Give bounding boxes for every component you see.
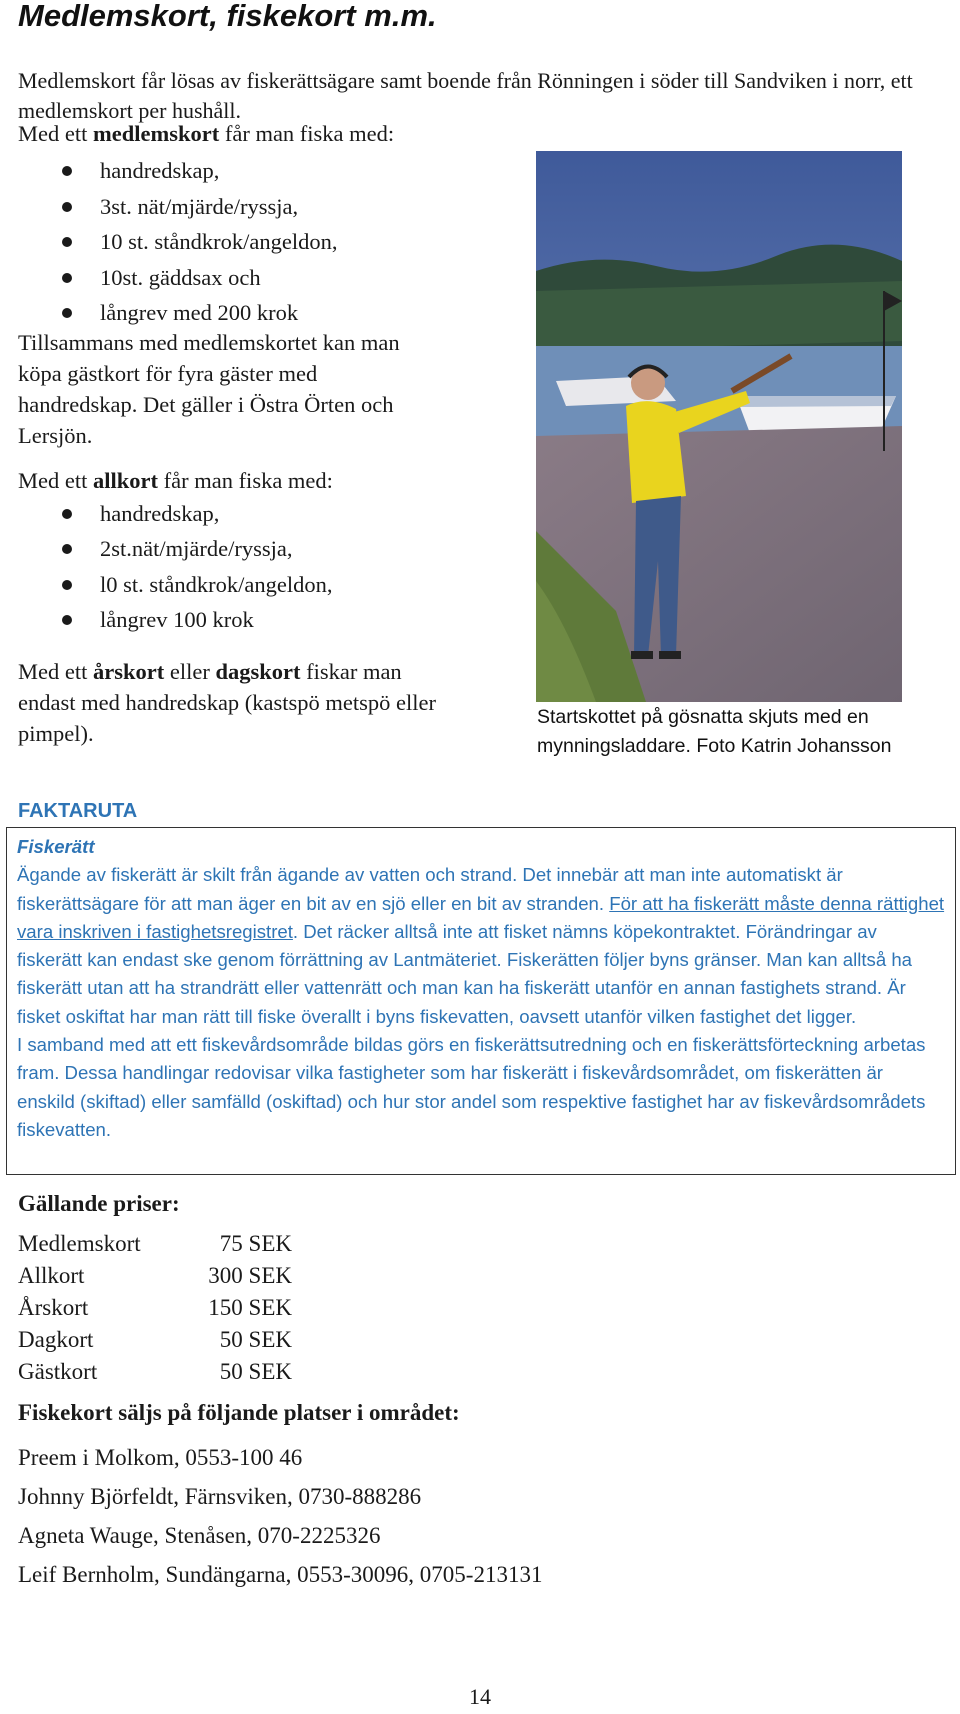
bullet-icon [62, 580, 72, 590]
page-title: Medlemskort, fiskekort m.m. [18, 0, 437, 33]
bullet-icon [62, 202, 72, 212]
list-item: l0 st. ståndkrok/angeldon, [18, 567, 448, 603]
prices-heading: Gällande priser: [18, 1191, 180, 1216]
price-row: Gästkort 50 SEK [18, 1359, 292, 1384]
page-number: 14 [469, 1684, 491, 1709]
bullet-icon [62, 237, 72, 247]
sales-place: Leif Bernholm, Sundängarna, 0553-30096, 0705-213131 [18, 1562, 543, 1587]
sales-place: Agneta Wauge, Stenåsen, 070-2225326 [18, 1523, 381, 1548]
bullet-icon [62, 166, 72, 176]
facts-box [6, 827, 956, 1175]
bullet-icon [62, 308, 72, 318]
price-list [18, 1228, 292, 1388]
guest-note: Tillsammans med medlemskortet kan man köpa gästkort för fyra gäster med handredskap. Det gäller i Östra Örten och Lersjön. [18, 329, 400, 448]
price-row: Dagkort 50 SEK [18, 1327, 292, 1352]
sales-heading: Fiskekort säljs på följande platser i området: [18, 1400, 460, 1425]
bullet-icon [62, 544, 72, 554]
list-item: handredskap, [18, 496, 448, 532]
allkort-lead: Med ett allkort får man fiska med: [18, 467, 333, 493]
member-lead: Med ett medlemskort får man fiska med: [18, 121, 395, 146]
list-item: 10 st. ståndkrok/angeldon, [18, 224, 418, 260]
yearday-block [18, 656, 448, 749]
member-block [18, 118, 418, 451]
list-item: 10st. gäddsax och [18, 260, 418, 296]
left-column [18, 118, 448, 763]
registry-link[interactable]: För att ha fiskerätt måste denna rättighet vara inskriven i fastighetsregistret [17, 892, 945, 942]
facts-paragraph-2: I samband med att ett fiskevårdsområde bildas görs en fiskerättsutredning och en fiskerättsförteckning arbetas fram. Dessa handlingar redovisar vilka fastigheter som har fiskerätt i fiskevårdsområdet, om fiskerätten är enskild (skiftad) eller samfälld (oskiftad) och hur stor andel som respektive fastighet har av fiskevårdsområdets fiskevatten. [17, 1034, 926, 1140]
price-row: Årskort 150 SEK [18, 1295, 292, 1320]
facts-heading: FAKTARUTA [18, 800, 138, 822]
sales-place: Preem i Molkom, 0553-100 46 [18, 1445, 303, 1470]
list-item: 2st.nät/mjärde/ryssja, [18, 531, 448, 567]
allkort-block [18, 465, 448, 638]
price-row: Allkort 300 SEK [18, 1263, 292, 1288]
list-item: 3st. nät/mjärde/ryssja, [18, 189, 418, 225]
list-item: handredskap, [18, 153, 418, 189]
photo-caption: Startskottet på gösnatta skjuts med en mynningsladdare. Foto Katrin Johansson [537, 706, 892, 757]
list-item: långrev med 200 krok [18, 295, 418, 331]
intro-paragraph: Medlemskort får lösas av fiskerättsägare samt boende från Rönningen i söder till Sandviken i norr, ett medlemskort per hushåll. [18, 68, 913, 123]
bullet-icon [62, 615, 72, 625]
bullet-icon [62, 509, 72, 519]
yearday-text: Med ett årskort eller dagskort fiskar man endast med handredskap (kastspö metspö eller pimpel). [18, 658, 437, 746]
allkort-list [18, 496, 448, 638]
member-list [18, 153, 418, 331]
sales-place: Johnny Björfeldt, Färnsviken, 0730-888286 [18, 1484, 422, 1509]
sales-list [18, 1438, 542, 1594]
price-row: Medlemskort 75 SEK [18, 1231, 292, 1256]
facts-subheading: Fiskerätt [17, 836, 95, 857]
photo-starting-shot [536, 151, 902, 702]
facts-paragraph-1: Ägande av fiskerätt är skilt från ägande av vatten och strand. Det innebär att man inte automatiskt är fiskerättsägare för att man äger en bit av en sjö eller en bit av stranden. För att ha fiskerätt måste denna rättighet vara inskriven i fastighetsregistret. Det räcker alltså inte att fisket nämns köpekontraktet. Förändringar av fiskerätt kan endast ske genom förrättning av Lantmäteriet. Fiskerätten följer byns gränser. Man kan alltså ha fiskerätt utan att ha strandrätt eller vattenrätt och man kan ha fiskerätt utanför en annan fastighets strand. Är fisket oskiftat har man rätt till fiske överallt i byns fiskevatten, oavsett utanför vilken fastighet det ligger. [17, 864, 945, 1027]
bullet-icon [62, 273, 72, 283]
list-item: långrev 100 krok [18, 602, 448, 638]
